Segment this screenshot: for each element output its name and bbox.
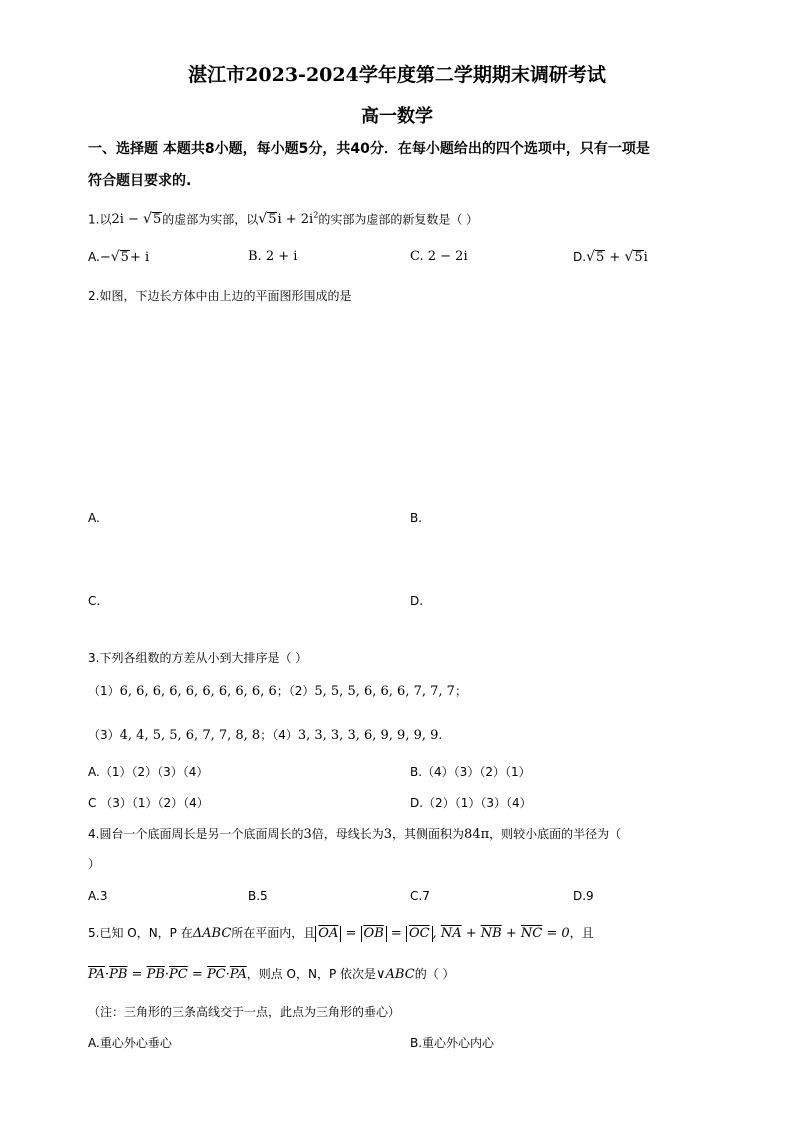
q1-option-d-label: D. xyxy=(573,250,587,264)
q1-stem-part: 1.以 xyxy=(88,212,112,227)
section-header-line2: 符合题目要求的. xyxy=(88,173,192,189)
q5-dot1: · xyxy=(104,967,110,982)
q5-stem-part1: 5.已知 O，N，P 在 xyxy=(88,926,193,940)
q5-dot3: · xyxy=(225,967,230,982)
q5-stem-line2 xyxy=(88,966,455,983)
q4-option-a: A.3 xyxy=(88,889,108,903)
q5-stem-part5: 的（ ） xyxy=(414,967,455,981)
exam-title: 湛江市2023-2024学年度第二学期期末调研考试 xyxy=(188,64,606,86)
q1-expr1: 2i − √5 xyxy=(111,211,162,228)
vector-pa-2: $\overline{PA}$ xyxy=(229,967,247,982)
vector-oc: $\overline{OC}$ xyxy=(406,926,433,942)
q3-option-c: C （3）（1）（2）（4） xyxy=(88,796,209,810)
q1-option-d-plus: + xyxy=(609,250,621,265)
q1-option-a-sqrt: 5 xyxy=(120,250,129,265)
vector-pb-1: $\overline{PB}$ xyxy=(109,967,128,982)
q2-option-b: B. xyxy=(410,511,423,525)
q5-eq3: = xyxy=(131,967,143,982)
vector-oa: $\overline{OA}$ xyxy=(315,926,341,942)
q1-option-d xyxy=(573,249,648,266)
question-5-stem xyxy=(88,925,594,942)
q1-option-a-post: + i xyxy=(129,250,150,265)
q3-group4-end: . xyxy=(438,728,443,742)
q4-slant-length: 3 xyxy=(383,827,393,842)
q5-plus2: + xyxy=(505,926,517,941)
question-3-stem: 3.下列各组数的方差从小到大排序是（ ） xyxy=(88,651,308,665)
q5-equal-lengths: $\overline{OA} = \overline{OB} = \overline{OC}$ , $\overline{NA} + \overline{NB} + \overline{NC} = 0$ xyxy=(315,926,569,941)
vector-pb-2: $\overline{PB}$ xyxy=(146,967,165,982)
vector-pc-1: $\overline{PC}$ xyxy=(169,967,188,982)
q5-zero: = 0 xyxy=(546,926,570,941)
q3-groups-line2 xyxy=(88,727,442,744)
q1-expr1-sqrt: 5 xyxy=(152,212,162,228)
q1-stem-part2: 的虚部为实部，以 xyxy=(162,212,259,227)
vector-nc: $\overline{NC}$ xyxy=(520,926,543,941)
vector-ob: $\overline{OB}$ xyxy=(361,926,387,942)
q5-note: （注：三角形的三条高线交于一点，此点为三角形的垂心） xyxy=(88,1005,401,1019)
q3-group2-label: ；（2） xyxy=(276,684,315,698)
q4-option-c: C.7 xyxy=(410,889,430,903)
q5-stem-part3: ，且 xyxy=(569,926,594,940)
q3-group2-end: ； xyxy=(454,684,467,698)
q1-option-d-sqrt2: 5 xyxy=(634,250,643,265)
q1-expr2-sqrt: 5 xyxy=(268,212,277,228)
q1-option-a-label: A. xyxy=(88,250,100,264)
q1-expr1-text: 2i − xyxy=(111,212,144,228)
section-header-line1: 一、选择题 本题共8小题，每小题5分，共40分．在每小题给出的四个选项中，只有一项是 xyxy=(88,141,650,157)
q5-stem-part4: ，则点 O，N，P 依次是 xyxy=(246,967,377,981)
q2-option-c: C. xyxy=(88,594,101,608)
question-1-stem xyxy=(88,208,478,228)
q4-option-b: B.5 xyxy=(248,889,268,903)
q4-stem-part4: ，则较小底面的半径为（ xyxy=(489,827,622,841)
q4-stem-part2: 倍，母线长为 xyxy=(311,827,384,841)
q5-eq1: = xyxy=(345,926,357,941)
q1-option-a-expr: −√5+ i xyxy=(99,249,150,265)
q5-dot2: · xyxy=(164,967,170,982)
question-4-stem xyxy=(88,826,621,843)
vector-na: $\overline{NA}$ xyxy=(440,926,462,941)
q5-stem-part2: 所在平面内，且 xyxy=(231,926,316,940)
q2-option-a: A. xyxy=(88,511,100,525)
q5-plus1: + xyxy=(465,926,477,941)
q4-option-d: D.9 xyxy=(573,889,594,903)
q1-stem-part3: 的实部为虚部的新复数是（ ） xyxy=(318,212,479,227)
q3-group4-label: ；（4） xyxy=(260,728,298,742)
q3-option-d: D.（2）（1）（3）（4） xyxy=(410,796,532,810)
q3-group3-values: 4, 4, 5, 5, 6, 7, 7, 8, 8 xyxy=(119,728,261,743)
q1-option-d-expr: √5 + √5i xyxy=(586,249,648,265)
q3-groups-line1 xyxy=(88,683,467,700)
q5-option-b: B.重心外心内心 xyxy=(410,1036,495,1050)
q1-option-b: B. 2 + i xyxy=(248,249,298,264)
q4-stem-part1: 4.圆台一个底面周长是另一个底面周长的 xyxy=(88,827,304,841)
q1-option-d-sqrt1: 5 xyxy=(595,250,605,265)
q1-option-c: C. 2 − 2i xyxy=(410,249,468,264)
vector-pa-1: $\overline{PA}$ xyxy=(88,967,105,982)
q4-multiple: 3 xyxy=(303,827,312,842)
q3-option-a: A.（1）（2）（3）（4） xyxy=(88,765,209,779)
q5-triangle2: ∨ABC xyxy=(376,967,415,982)
q1-option-a xyxy=(88,249,149,266)
q1-option-d-post: i xyxy=(643,250,648,265)
q4-stem-part3: ，其侧面积为 xyxy=(392,827,465,841)
q4-lateral-area: 84π xyxy=(464,827,490,842)
q2-option-d: D. xyxy=(410,594,424,608)
q3-option-b: B.（4）（3）（2）（1） xyxy=(410,765,531,779)
q1-expr2-rest: i + 2i xyxy=(277,212,314,228)
q5-eq4: = xyxy=(191,967,203,982)
q1-option-a-pre: − xyxy=(99,250,111,265)
q5-option-a: A.重心外心垂心 xyxy=(88,1036,172,1050)
q5-dot-products xyxy=(88,967,247,982)
q1-expr2: $√5i + 2i^2$ xyxy=(258,211,319,228)
q1-expr2-exp: 2 xyxy=(313,211,319,220)
q3-group4-values: 3, 3, 3, 3, 6, 9, 9, 9, 9 xyxy=(297,728,439,743)
q5-triangle: ΔABC xyxy=(192,926,232,941)
q3-group1-values: 6, 6, 6, 6, 6, 6, 6, 6, 6, 6 xyxy=(119,684,277,699)
question-2-stem: 2.如图，下边长方体中由上边的平面图形围成的是 xyxy=(88,289,352,303)
q4-stem-close: ） xyxy=(88,857,101,871)
q5-eq2: = xyxy=(390,926,402,941)
q3-group3-label: （3） xyxy=(88,728,120,742)
vector-nb: $\overline{NB}$ xyxy=(480,926,502,941)
q3-group1-label: （1） xyxy=(88,684,120,698)
q3-group2-values: 5, 5, 5, 6, 6, 6, 7, 7, 7 xyxy=(314,684,455,699)
exam-subtitle: 高一数学 xyxy=(361,106,433,127)
vector-pc-2: $\overline{PC}$ xyxy=(206,967,226,982)
